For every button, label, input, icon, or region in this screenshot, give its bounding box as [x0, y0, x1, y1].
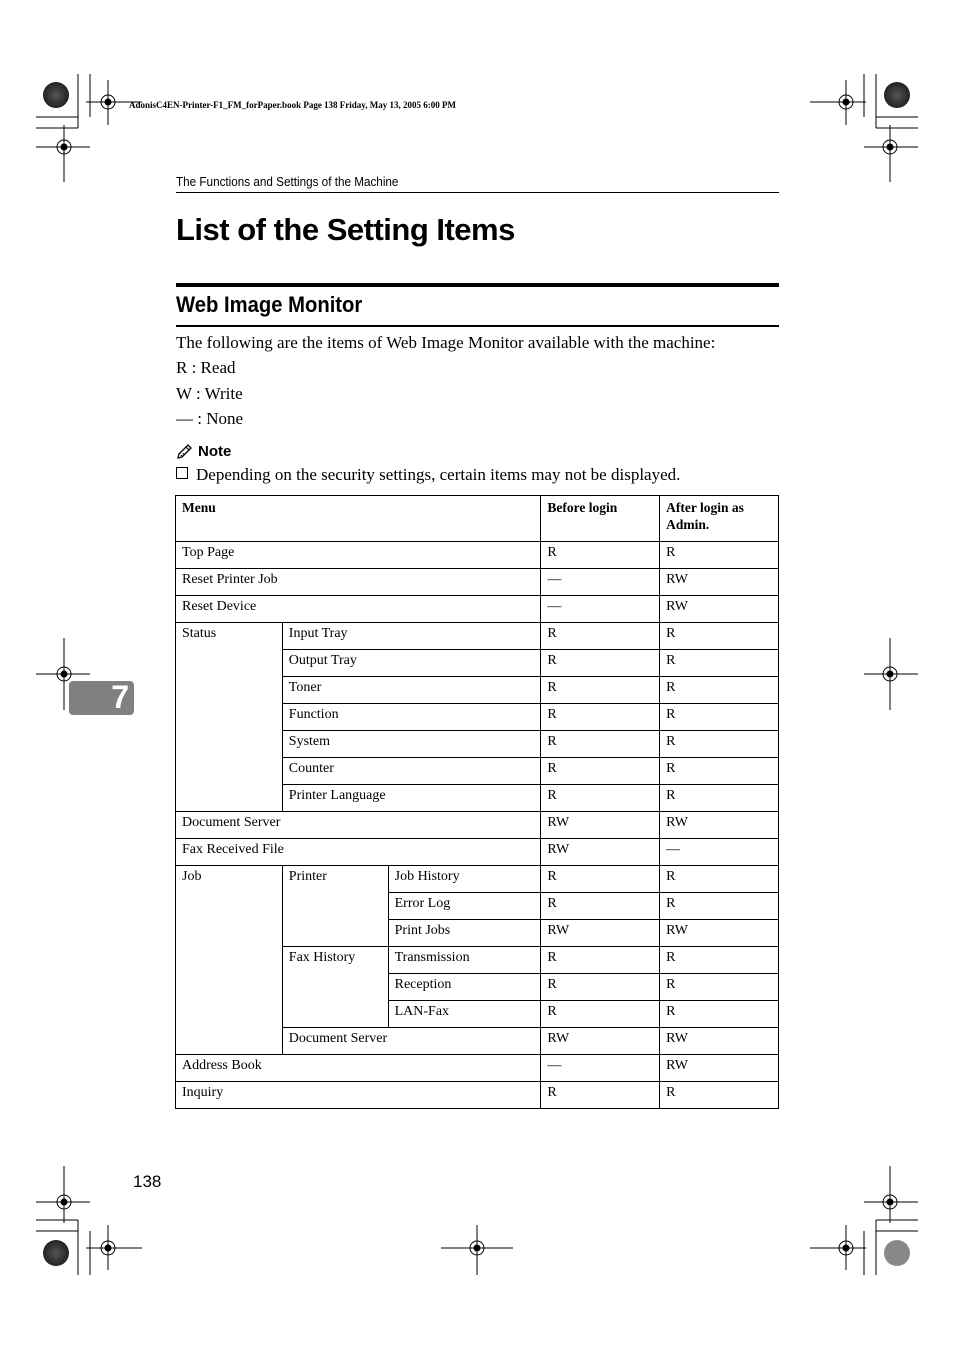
- after-value: R: [660, 893, 779, 920]
- before-value: —: [541, 596, 660, 623]
- before-value: RW: [541, 812, 660, 839]
- pencil-icon: [176, 444, 194, 460]
- row-label: Print Jobs: [388, 920, 541, 947]
- group-label-status: Status: [176, 623, 283, 812]
- row-label: Fax Received File: [176, 839, 541, 866]
- row-label: Job History: [388, 866, 541, 893]
- header-before-login: Before login: [541, 496, 660, 542]
- after-value: RW: [660, 812, 779, 839]
- before-value: R: [541, 1082, 660, 1109]
- after-value: R: [660, 1082, 779, 1109]
- after-value: R: [660, 947, 779, 974]
- after-value: —: [660, 839, 779, 866]
- row-label: Document Server: [282, 1028, 541, 1055]
- after-value: RW: [660, 596, 779, 623]
- table-row: [176, 623, 779, 650]
- legend-none: — : None: [176, 409, 244, 428]
- note-heading-label: Note: [198, 443, 232, 460]
- before-value: RW: [541, 1028, 660, 1055]
- after-value: R: [660, 542, 779, 569]
- before-value: R: [541, 542, 660, 569]
- table-row: [176, 1082, 779, 1109]
- row-label: Reception: [388, 974, 541, 1001]
- note-item-text: Depending on the security settings, certain items may not be displayed.: [196, 465, 681, 484]
- note-item: [176, 465, 680, 485]
- before-value: R: [541, 650, 660, 677]
- before-value: R: [541, 623, 660, 650]
- table-row: [176, 542, 779, 569]
- subgroup-label-fax-history: Fax History: [282, 947, 388, 1028]
- row-label: Function: [282, 704, 541, 731]
- settings-table: [175, 495, 779, 1109]
- after-value: RW: [660, 920, 779, 947]
- row-label: Reset Device: [176, 596, 541, 623]
- after-value: R: [660, 1001, 779, 1028]
- before-value: —: [541, 1055, 660, 1082]
- chapter-number: 7: [111, 679, 129, 715]
- legend-read: R : Read: [176, 358, 236, 377]
- table-row: [176, 866, 779, 893]
- table-header-row: [176, 496, 779, 542]
- before-value: R: [541, 677, 660, 704]
- after-value: RW: [660, 1028, 779, 1055]
- before-value: RW: [541, 920, 660, 947]
- row-label: Inquiry: [176, 1082, 541, 1109]
- note-heading: [176, 443, 231, 460]
- running-header-rule: [176, 192, 779, 193]
- row-label: Output Tray: [282, 650, 541, 677]
- row-label: Top Page: [176, 542, 541, 569]
- row-label: Document Server: [176, 812, 541, 839]
- table-row: [176, 596, 779, 623]
- legend-write: W : Write: [176, 384, 243, 403]
- after-value: R: [660, 974, 779, 1001]
- header-after-login: After login as Admin.: [660, 496, 779, 542]
- print-header: AdonisC4EN-Printer-F1_FM_forPaper.book Page 138 Friday, May 13, 2005 6:00 PM: [129, 100, 457, 110]
- before-value: R: [541, 785, 660, 812]
- row-label: Toner: [282, 677, 541, 704]
- table-row: [176, 812, 779, 839]
- page-title: List of the Setting Items: [176, 212, 515, 247]
- after-value: R: [660, 704, 779, 731]
- before-value: —: [541, 569, 660, 596]
- table-row: [176, 569, 779, 596]
- after-value: R: [660, 758, 779, 785]
- checkbox-bullet-icon: [176, 467, 188, 479]
- after-value: R: [660, 677, 779, 704]
- after-value: R: [660, 650, 779, 677]
- row-label: Error Log: [388, 893, 541, 920]
- before-value: RW: [541, 839, 660, 866]
- before-value: R: [541, 1001, 660, 1028]
- after-value: R: [660, 623, 779, 650]
- section-rule-bottom: [176, 325, 779, 327]
- row-label: System: [282, 731, 541, 758]
- header-menu: Menu: [176, 496, 541, 542]
- row-label: Input Tray: [282, 623, 541, 650]
- after-value: R: [660, 866, 779, 893]
- subgroup-label-printer: Printer: [282, 866, 388, 947]
- row-label: Transmission: [388, 947, 541, 974]
- page-number: 138: [133, 1172, 162, 1191]
- group-label-job: Job: [176, 866, 283, 1055]
- after-value: R: [660, 731, 779, 758]
- table-row: [176, 839, 779, 866]
- row-label: Printer Language: [282, 785, 541, 812]
- row-label: Reset Printer Job: [176, 569, 541, 596]
- before-value: R: [541, 974, 660, 1001]
- row-label: Counter: [282, 758, 541, 785]
- before-value: R: [541, 758, 660, 785]
- running-header: The Functions and Settings of the Machine: [176, 174, 399, 189]
- before-value: R: [541, 731, 660, 758]
- before-value: R: [541, 704, 660, 731]
- row-label: LAN-Fax: [388, 1001, 541, 1028]
- table-row: [176, 1055, 779, 1082]
- chapter-tab: [69, 681, 134, 715]
- after-value: RW: [660, 569, 779, 596]
- after-value: R: [660, 785, 779, 812]
- after-value: RW: [660, 1055, 779, 1082]
- intro-text: The following are the items of Web Image Monitor available with the machine:: [176, 333, 716, 352]
- section-rule-top: [176, 283, 779, 287]
- row-label: Address Book: [176, 1055, 541, 1082]
- section-title: Web Image Monitor: [176, 292, 363, 317]
- before-value: R: [541, 866, 660, 893]
- before-value: R: [541, 893, 660, 920]
- before-value: R: [541, 947, 660, 974]
